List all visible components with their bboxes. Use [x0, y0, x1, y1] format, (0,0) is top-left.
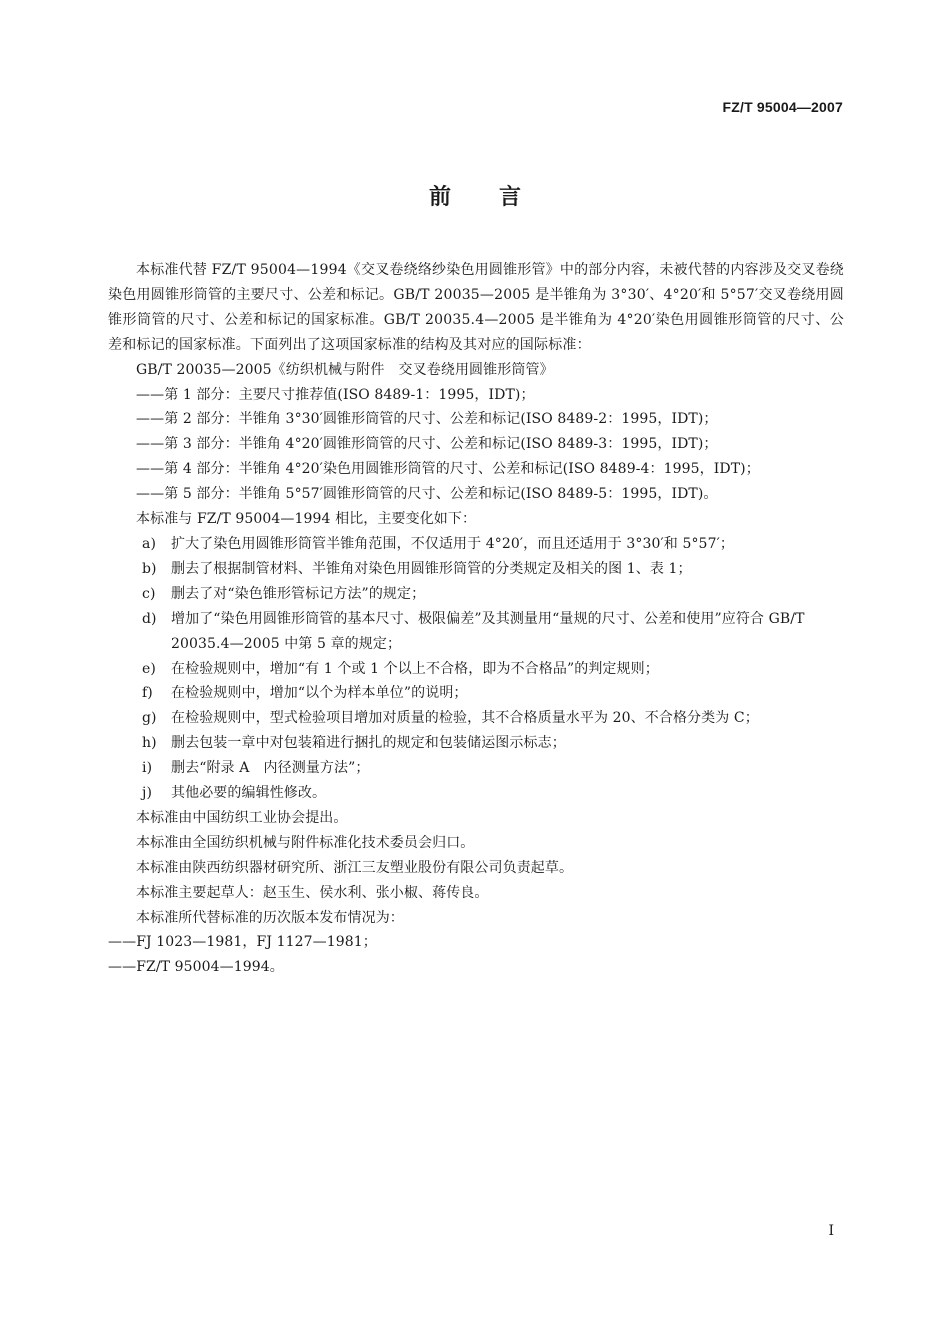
part-item: ——第 3 部分：半锥角 4°20′圆锥形筒管的尺寸、公差和标记(ISO 8489-3：1995，IDT)； — [136, 436, 718, 453]
item-text: 在检验规则中，增加“有 1 个或 1 个以上不合格，即为不合格品”的判定规则； — [171, 660, 659, 677]
change-item — [108, 582, 844, 607]
gb-title: GB/T 20035—2005《纺织机械与附件 交叉卷绕用圆锥形筒管》 — [136, 361, 554, 378]
document-body — [108, 258, 844, 980]
change-item — [108, 681, 844, 706]
note-line: 本标准主要起草人：赵玉生、侯水利、张小椒、蒋传良。 — [136, 884, 489, 901]
changes-intro: 本标准与 FZ/T 95004—1994 相比，主要变化如下： — [136, 511, 477, 528]
part-item: ——第 2 部分：半锥角 3°30′圆锥形筒管的尺寸、公差和标记(ISO 8489-2：1995，IDT)； — [136, 411, 718, 428]
change-item — [108, 532, 844, 557]
item-label: i) — [142, 760, 153, 777]
part-item: ——第 5 部分：半锥角 5°57′圆锥形筒管的尺寸、公差和标记(ISO 8489-5：1995，IDT)。 — [136, 486, 718, 503]
item-text: 删去了根据制管材料、半锥角对染色用圆锥形筒管的分类规定及相关的图 1、表 1； — [171, 560, 692, 577]
change-item — [108, 706, 844, 731]
page-title — [0, 180, 950, 211]
item-label: g) — [142, 710, 157, 727]
change-item — [108, 781, 844, 806]
part-item: ——第 1 部分：主要尺寸推荐值(ISO 8489-1：1995，IDT)； — [136, 386, 535, 403]
change-item — [108, 756, 844, 781]
item-text: 删去包装一章中对包装箱进行捆扎的规定和包装储运图示标志； — [171, 735, 566, 752]
change-item — [108, 657, 844, 682]
change-item — [108, 557, 844, 582]
change-item — [108, 731, 844, 756]
item-label: a) — [142, 535, 157, 552]
item-text: 删去了对“染色锥形管标记方法”的规定； — [171, 585, 426, 602]
page-number: I — [828, 1223, 834, 1239]
item-text: 其他必要的编辑性修改。 — [171, 785, 327, 802]
item-text: 删去“附录 A 内径测量方法”； — [171, 760, 370, 777]
item-label: d) — [142, 610, 157, 627]
note-line: 本标准由中国纺织工业协会提出。 — [136, 809, 348, 826]
note-line: 本标准由全国纺织机械与附件标准化技术委员会归口。 — [136, 834, 475, 851]
item-label: e) — [142, 660, 156, 677]
intro-paragraph: 本标准代替 FZ/T 95004—1994《交叉卷绕络纱染色用圆锥形管》中的部分内容，未被代替的内容涉及交叉卷绕染色用圆锥形筒管的主要尺寸、公差和标记。GB/T 20035—2005 是半锥角为 3°30′、4°20′和 5°57′交叉卷绕用圆锥形筒管的尺寸、公差和标记的国家标准。GB/T 20035.4—2005 是半锥角为 4°20′染色用圆锥形筒管的尺寸、公差和标记的国家标准。下面列出了这项国家标准的结构及其对应的国际标准： — [108, 262, 844, 353]
standard-code: FZ/T 95004—2007 — [722, 99, 843, 115]
item-text: 在检验规则中，增加“以个为样本单位”的说明； — [171, 685, 468, 702]
item-label: c) — [142, 585, 156, 602]
item-label: f) — [142, 685, 153, 702]
item-label: b) — [142, 560, 157, 577]
item-text: 增加了“染色用圆锥形筒管的基本尺寸、极限偏差”及其测量用“量规的尺寸、公差和使用”应符合 GB/T 20035.4—2005 中第 5 章的规定； — [171, 610, 805, 652]
item-label: h) — [142, 735, 157, 752]
item-text: 扩大了染色用圆锥形筒管半锥角范围，不仅适用于 4°20′，而且还适用于 3°30′和 5°57′； — [171, 535, 734, 552]
note-line: 本标准由陕西纺织器材研究所、浙江三友塑业股份有限公司负责起草。 — [136, 859, 574, 876]
part-item: ——第 4 部分：半锥角 4°20′染色用圆锥形筒管的尺寸、公差和标记(ISO 8489-4：1995，IDT)； — [136, 461, 760, 478]
history-item: ——FZ/T 95004—1994。 — [108, 959, 284, 976]
change-item — [108, 607, 844, 657]
note-line: 本标准所代替标准的历次版本发布情况为： — [136, 909, 404, 926]
item-text: 在检验规则中，型式检验项目增加对质量的检验，其不合格质量水平为 20、不合格分类为 C； — [171, 710, 759, 727]
item-label: j) — [142, 785, 153, 802]
history-item: ——FJ 1023—1981，FJ 1127—1981； — [108, 934, 377, 951]
title-char: 言 — [499, 185, 522, 210]
title-char: 前 — [428, 185, 451, 210]
